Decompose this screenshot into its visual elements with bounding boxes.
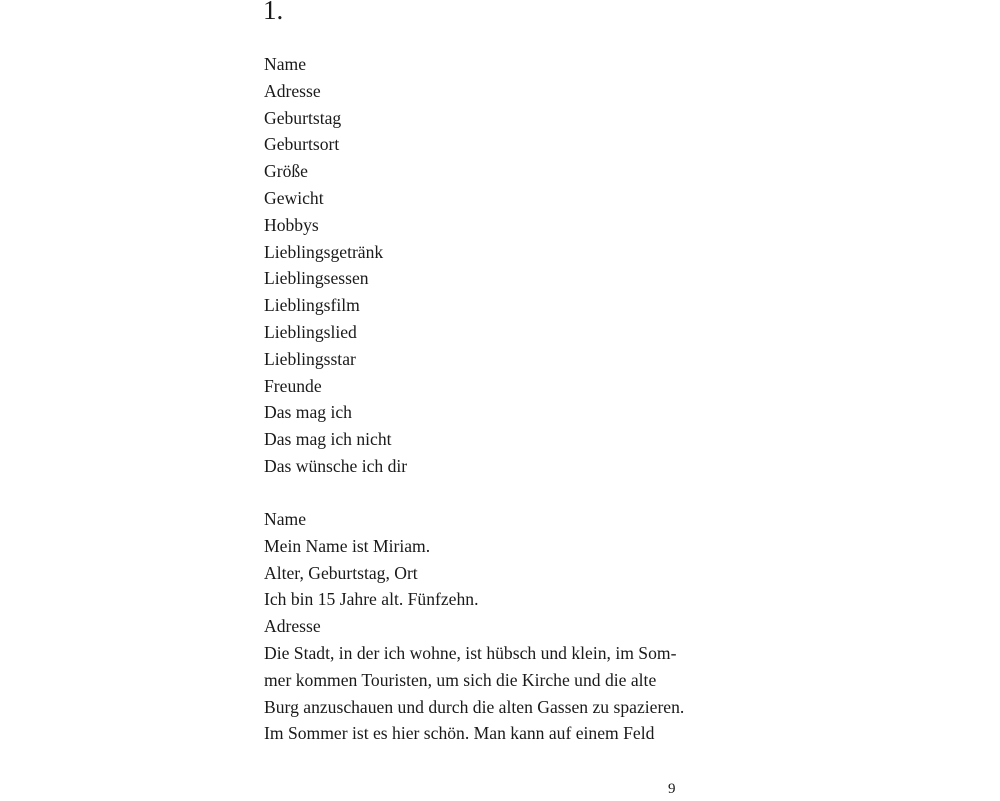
field-dislikes: Das mag ich nicht (264, 429, 392, 450)
answer-heading-name: Name (264, 509, 307, 529)
answer-text-line: Mein Name ist Miriam. (264, 535, 431, 556)
field-wishes: Das wünsche ich dir (264, 455, 408, 476)
field-address: Adresse (264, 80, 321, 101)
field-favorite-song: Lieblingslied (264, 321, 357, 342)
page-number: 9 (668, 781, 676, 797)
answer-text-line: Ich bin 15 Jahre alt. Fünfzehn. (264, 589, 479, 610)
field-favorite-food: Lieblingsessen (264, 268, 369, 289)
field-favorite-star: Lieblingsstar (264, 348, 356, 369)
chapter-number: 1. (263, 0, 284, 25)
answer-text-line: Burg anzuschauen und durch die alten Gassen zu spazieren. (264, 696, 685, 717)
field-hobbies: Hobbys (264, 214, 319, 235)
field-favorite-film: Lieblingsfilm (264, 295, 360, 316)
field-friends: Freunde (264, 375, 322, 396)
profile-fields-list (264, 51, 407, 480)
profile-answers (264, 506, 684, 747)
field-favorite-drink: Lieblingsgetränk (264, 241, 384, 262)
answer-text-line: Im Sommer ist es hier schön. Man kann auf einem Feld (264, 723, 655, 744)
answer-text-line: Die Stadt, in der ich wohne, ist hübsch und klein, im Som- (264, 642, 677, 663)
field-name: Name (264, 54, 307, 74)
answer-heading-age: Alter, Geburtstag, Ort (264, 562, 418, 583)
answer-heading-address: Adresse (264, 616, 321, 637)
field-likes: Das mag ich (264, 402, 352, 423)
answer-text-line: mer kommen Touristen, um sich die Kirche und die alte (264, 669, 657, 690)
field-weight: Gewicht (264, 187, 324, 208)
field-height: Größe (264, 161, 308, 182)
field-birthday: Geburtstag (264, 107, 342, 128)
field-birthplace: Geburtsort (264, 134, 340, 155)
